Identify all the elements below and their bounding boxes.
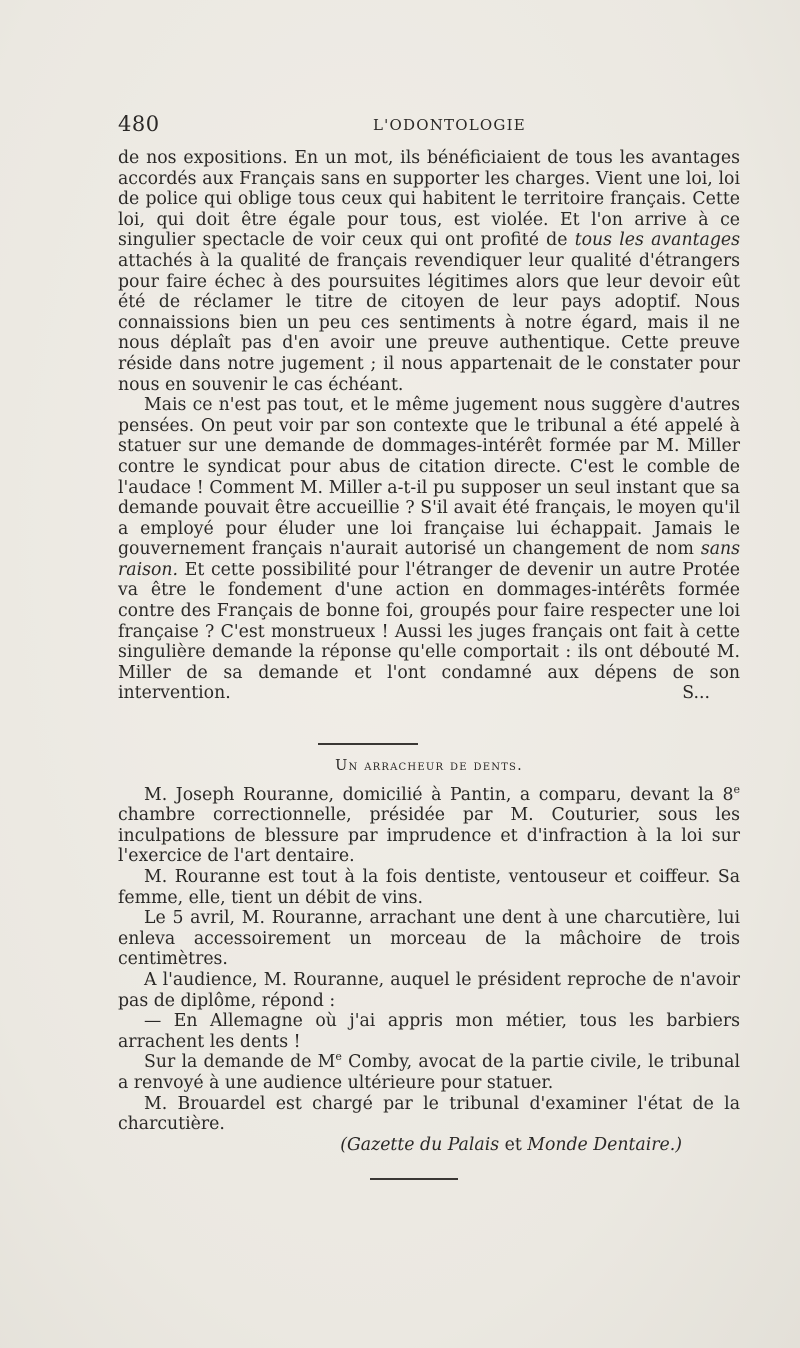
section-title-text: Un arracheur de dents. <box>335 758 523 774</box>
page-header <box>118 112 740 142</box>
emphasis: sans raison. <box>118 539 740 580</box>
end-divider <box>370 1178 458 1180</box>
paragraph: Le 5 avril, M. Rouranne, arrachant une dent à une charcutière, lui enleva accessoirement un morceau de la mâchoire de trois centimètres. <box>118 908 740 970</box>
source-text: et <box>499 1134 528 1155</box>
text-run: Mais ce n'est pas tout, et le même jugement nous suggère d'autres pensées. On peut voir par son contexte que le tribunal a été appelé à statuer sur une demande de dommages-intérêt formée par M. Miller contre le syndicat pour abus de citation directe. C'est le comble de l'audace ! Comment M. Miller a-t-il pu supposer un seul instant que sa demande pouvait être accueillie ? S'il avait été français, le moyen qu'il a employé pour éluder une loi française lui échappait. Jamais le gouvernement français n'aurait autorisé un changement de nom <box>118 395 740 560</box>
page-number: 480 <box>118 112 160 136</box>
source-text: (Gazette du Palais <box>340 1134 500 1155</box>
source-citation <box>118 1135 682 1156</box>
text-run: M. Joseph Rouranne, domicilié à Pantin, a comparu, devant la 8 <box>144 784 734 805</box>
text-run: chambre correctionnelle, présidée par M. Couturier, sous les inculpations de blessure par imprudence et d'infraction à la loi sur l'exercice de l'art dentaire. <box>118 805 740 867</box>
paragraph <box>118 1052 740 1093</box>
superscript: e <box>335 1050 342 1064</box>
text-run: Et cette possibilité pour l'étranger de devenir un autre Protée va être le fondement d'une action en dommages-intérêts formée contre des Français de bonne foi, groupés pour faire respecter une loi française ? C'est monstrueux ! Aussi les juges français ont fait à cette singulière demande la réponse qu'elle comportait : ils ont débouté M. Miller de sa demande et l'ont condamné aux dépens de son intervention. <box>118 559 740 704</box>
news-section <box>118 756 740 1155</box>
source-text: Monde Dentaire.) <box>527 1134 682 1155</box>
text-run: attachés à la qualité de français revendiquer leur qualité d'étrangers pour faire échec à des poursuites légitimes alors que leur devoir eût été de réclamer le titre de citoyen de leur pays adoptif. Nous connaissions bien un peu ces sentiments à notre égard, mais il ne nous déplaît pas d'en avoir une preuve authentique. Cette preuve réside dans notre jugement ; il nous appartenait de le constater pour nous en souvenir le cas échéant. <box>118 250 740 395</box>
superscript: e <box>733 782 740 796</box>
running-title: L'ODONTOLOGIE <box>373 116 526 134</box>
text-run: Comby, avocat de la partie civile, le tribunal a renvoyé à une audience ultérieure pour statuer. <box>118 1052 740 1093</box>
section-divider <box>318 743 418 745</box>
paragraph <box>118 782 740 867</box>
paragraph: — En Allemagne où j'ai appris mon métier, tous les barbiers arrachent les dents ! <box>118 1011 740 1052</box>
paragraph <box>118 148 740 395</box>
text-run: Sur la demande de M <box>144 1052 336 1073</box>
paragraph: M. Rouranne est tout à la fois dentiste, ventouseur et coiffeur. Sa femme, elle, tient un débit de vins. <box>118 866 740 908</box>
paragraph <box>118 395 740 704</box>
author-signature: S... <box>682 683 710 704</box>
emphasis: tous les avantages <box>574 230 740 251</box>
article-body <box>118 148 740 704</box>
text-run: de nos expositions. En un mot, ils bénéficiaient de tous les avantages accordés aux Français sans en supporter les charges. Vient une loi, loi de police qui oblige tous ceux qui habitent le territoire français. Cette loi, qui doit être égale pour tous, est violée. Et l'on arrive à ce singulier spectacle de voir ceux qui ont profité de <box>118 148 740 251</box>
paragraph: M. Brouardel est chargé par le tribunal d'examiner l'état de la charcutière. <box>118 1093 740 1135</box>
paragraph: A l'audience, M. Rouranne, auquel le président reproche de n'avoir pas de diplôme, répond : <box>118 969 740 1011</box>
section-title <box>118 756 740 777</box>
